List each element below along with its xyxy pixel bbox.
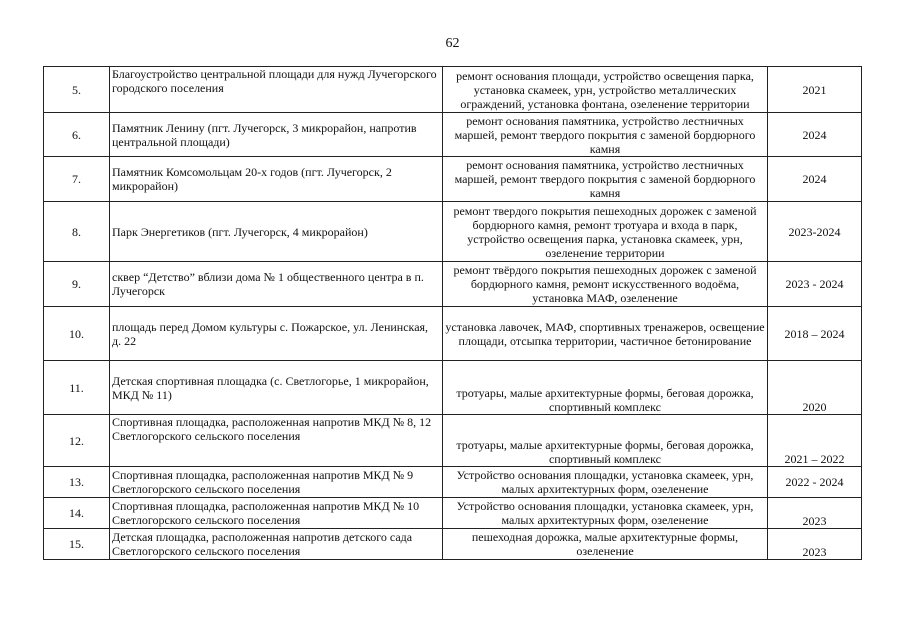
- row-number: 6.: [44, 113, 110, 157]
- works-description: пешеходная дорожка, малые архитектурные формы, озеленение: [443, 529, 768, 560]
- object-name: Детская спортивная площадка (с. Светлогорье, 1 микрорайон, МКД № 11): [110, 361, 443, 415]
- works-description: тротуары, малые архитектурные формы, беговая дорожка, спортивный комплекс: [443, 415, 768, 467]
- row-number: 5.: [44, 67, 110, 113]
- implementation-year: 2023 - 2024: [768, 262, 862, 307]
- table-row: [44, 415, 862, 467]
- page-number: 62: [445, 36, 460, 51]
- table-row: [44, 361, 862, 415]
- table-row: [44, 307, 862, 361]
- implementation-year: 2023-2024: [768, 202, 862, 262]
- implementation-year: 2018 – 2024: [768, 307, 862, 361]
- row-number: 12.: [44, 415, 110, 467]
- object-name: Спортивная площадка, расположенная напротив МКД № 8, 12 Светлогорского сельского поселения: [110, 415, 443, 467]
- table-row: [44, 529, 862, 560]
- row-number: 14.: [44, 498, 110, 529]
- object-name: Парк Энергетиков (пгт. Лучегорск, 4 микрорайон): [110, 202, 443, 262]
- table-row: [44, 498, 862, 529]
- table-row: [44, 157, 862, 202]
- row-number: 15.: [44, 529, 110, 560]
- implementation-year: 2023: [768, 529, 862, 560]
- table-row: [44, 467, 862, 498]
- row-number: 8.: [44, 202, 110, 262]
- table-row: [44, 67, 862, 113]
- works-description: тротуары, малые архитектурные формы, беговая дорожка, спортивный комплекс: [443, 361, 768, 415]
- implementation-year: 2020: [768, 361, 862, 415]
- row-number: 11.: [44, 361, 110, 415]
- row-number: 13.: [44, 467, 110, 498]
- works-description: ремонт твердого покрытия пешеходных дорожек с заменой бордюрного камня, ремонт тротуара и входа в парк, устройство освещения парка, установка скамеек, урн, озеленение территории: [443, 202, 768, 262]
- works-description: ремонт основания памятника, устройство лестничных маршей, ремонт твердого покрытия с заменой бордюрного камня: [443, 113, 768, 157]
- works-description: ремонт основания памятника, устройство лестничных маршей, ремонт твердого покрытия с заменой бордюрного камня: [443, 157, 768, 202]
- works-description: ремонт основания площади, устройство освещения парка, установка скамеек, урн, устройство металлических ограждений, установка фонтана, озеленение территории: [443, 67, 768, 113]
- works-description: Устройство основания площадки, установка скамеек, урн, малых архитектурных форм, озеленение: [443, 498, 768, 529]
- row-number: 10.: [44, 307, 110, 361]
- object-name: сквер “Детство” вблизи дома № 1 общественного центра в п. Лучегорск: [110, 262, 443, 307]
- object-name: площадь перед Домом культуры с. Пожарское, ул. Ленинская, д. 22: [110, 307, 443, 361]
- row-number: 9.: [44, 262, 110, 307]
- implementation-year: 2022 - 2024: [768, 467, 862, 498]
- object-name: Благоустройство центральной площади для нужд Лучегорского городского поселения: [110, 67, 443, 113]
- object-name: Памятник Ленину (пгт. Лучегорск, 3 микрорайон, напротив центральной площади): [110, 113, 443, 157]
- implementation-year: 2023: [768, 498, 862, 529]
- implementation-year: 2024: [768, 157, 862, 202]
- implementation-year: 2021 – 2022: [768, 415, 862, 467]
- table-row: [44, 202, 862, 262]
- implementation-year: 2021: [768, 67, 862, 113]
- object-name: Памятник Комсомольцам 20-х годов (пгт. Лучегорск, 2 микрорайон): [110, 157, 443, 202]
- object-name: Детская площадка, расположенная напротив детского сада Светлогорского сельского поселения: [110, 529, 443, 560]
- row-number: 7.: [44, 157, 110, 202]
- improvement-objects-table: [43, 66, 862, 560]
- object-name: Спортивная площадка, расположенная напротив МКД № 9 Светлогорского сельского поселения: [110, 467, 443, 498]
- works-description: ремонт твёрдого покрытия пешеходных дорожек с заменой бордюрного камня, ремонт искусственного водоёма, установка МАФ, озеленение: [443, 262, 768, 307]
- works-description: Устройство основания площадки, установка скамеек, урн, малых архитектурных форм, озеленение: [443, 467, 768, 498]
- works-description: установка лавочек, МАФ, спортивных тренажеров, освещение площади, отсыпка территории, частичное бетонирование: [443, 307, 768, 361]
- table-row: [44, 113, 862, 157]
- implementation-year: 2024: [768, 113, 862, 157]
- table-row: [44, 262, 862, 307]
- object-name: Спортивная площадка, расположенная напротив МКД № 10 Светлогорского сельского поселения: [110, 498, 443, 529]
